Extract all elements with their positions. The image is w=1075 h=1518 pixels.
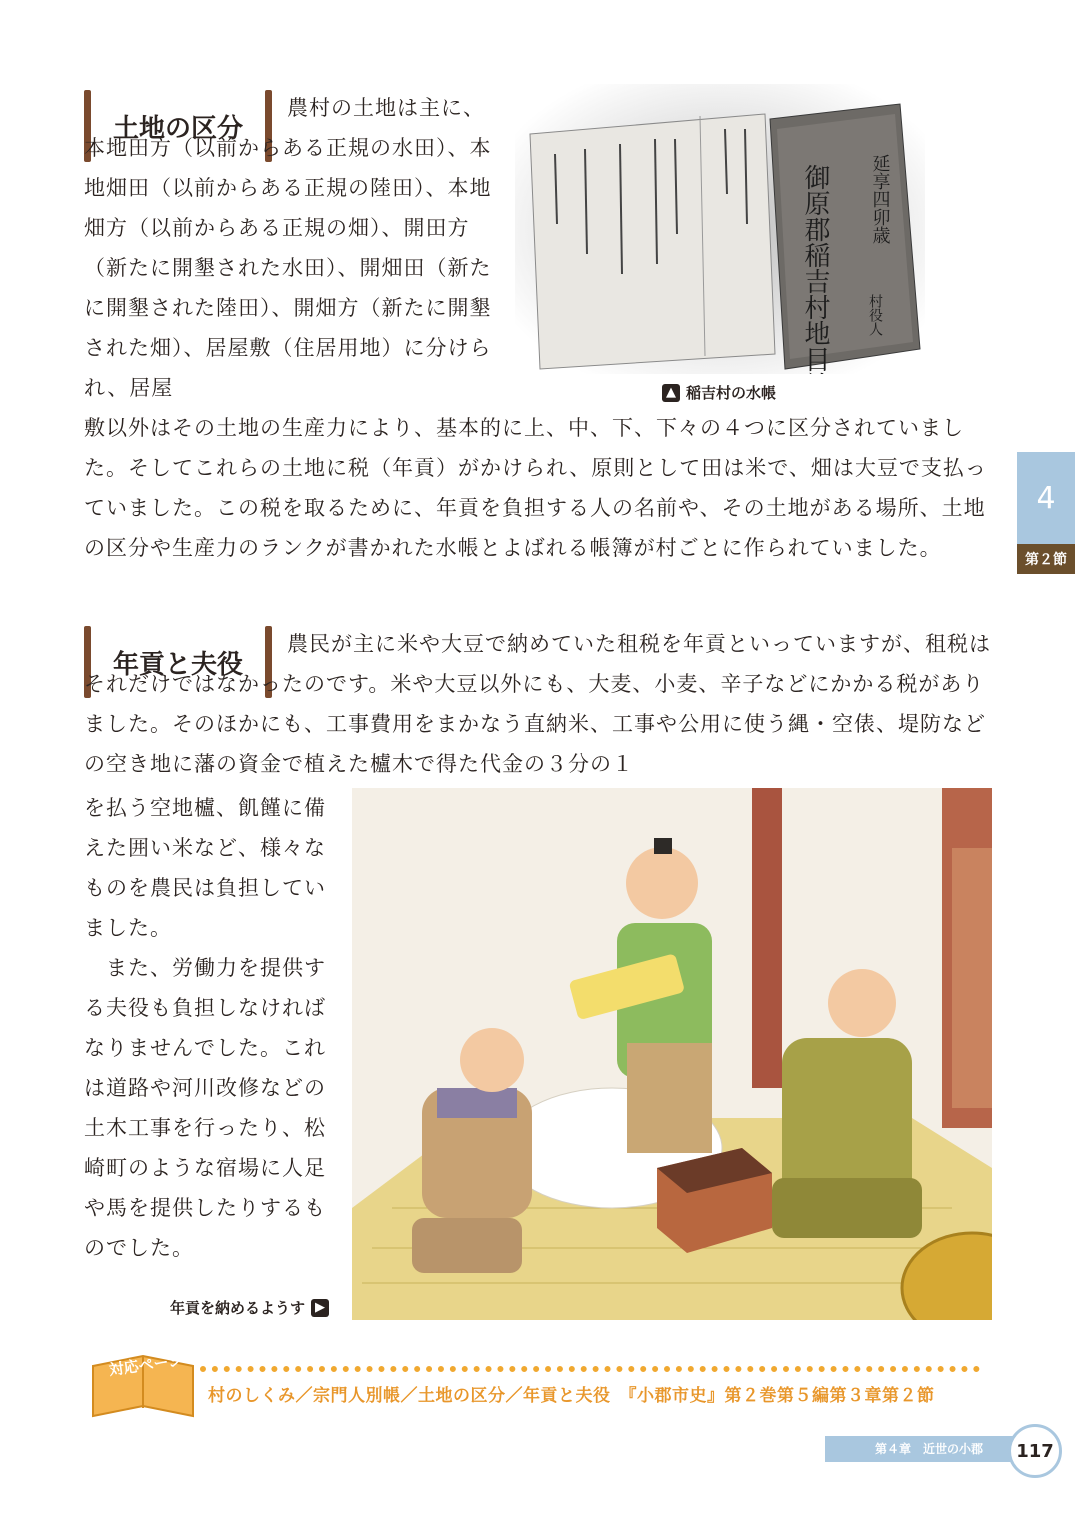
photo-caption-text: 稲吉村の水帳 bbox=[686, 384, 777, 402]
register-signature: 村役人 bbox=[867, 294, 883, 336]
footer-chapter-label: 第４章 近世の小郡 bbox=[875, 1442, 984, 1456]
illustration-art bbox=[352, 788, 992, 1320]
related-pages-badge bbox=[88, 1346, 198, 1424]
section2-text-left-1: を払う空地櫨、飢饉に備えた囲い米など、様々なものを農民は負担していました。 bbox=[84, 796, 326, 940]
mizucho-photo-art bbox=[515, 84, 925, 374]
heading-label: 年貢と夫役 bbox=[113, 649, 244, 680]
arrow-up-icon: ▲ bbox=[662, 384, 680, 402]
tax-payment-illustration bbox=[352, 788, 992, 1320]
section1-paragraph-rest bbox=[84, 408, 994, 568]
heading-label: 土地の区分 bbox=[113, 113, 244, 144]
section1-text-rest: 敷以外はその土地の生産力により、基本的に上、中、下、下々の４つに区分されていました。そしてこれらの土地に税（年貢）がかけられ、原則として田は米で、畑は大豆で支払っていました。この税を取るために、年貢を負担する人の名前や、その土地がある場所、土地の区分や生産力のランクが書かれた水帳とよばれる帳簿が村ごとに作られていました。 bbox=[84, 416, 987, 560]
section2-text-left-2: また、労働力を提供する夫役も負担しなければなりませんでした。これは道路や河川改修などの土木工事を行ったり、松崎町のような宿場に人足や馬を提供したりするものでした。 bbox=[84, 956, 326, 1260]
arrow-right-icon: ▶ bbox=[311, 1299, 329, 1317]
spine-title: 御原郡稲吉村地目畝高水帳 bbox=[800, 164, 830, 374]
section2-paragraph-top bbox=[84, 624, 994, 784]
illustration-caption-text: 年貢を納めるようす bbox=[170, 1299, 306, 1317]
section-tab: 第２節 bbox=[1017, 544, 1075, 574]
chapter-tab: 4 bbox=[1017, 452, 1075, 544]
mizucho-photo bbox=[515, 84, 925, 374]
section2-text-top: 農民が主に米や大豆で納めていた租税を年貢といっていますが、租税はそれだけではなかったのです。米や大豆以外にも、大麦、小麦、辛子などにかかる税がありました。そのほかにも、工事費用をまかなう直納米、工事や公用に使う縄・空俵、堤防などの空き地に藩の資金で植えた櫨木で得た代金の３分の１ bbox=[84, 632, 991, 776]
illustration-caption bbox=[170, 1297, 329, 1318]
photo-caption bbox=[662, 382, 776, 403]
related-badge-label: 対応ページ bbox=[107, 1350, 185, 1380]
section1-paragraph-top bbox=[84, 88, 504, 408]
section1-text-top: 農村の土地は主に、本地田方（以前からある正規の水田）、本地畑田（以前からある正規の陸田）、本地畑方（以前からある正規の畑）、開田方（新たに開墾された水田）、開畑田（新たに開墾された陸田）、開畑方（新たに開墾された畑）、居屋敷（住居用地）に分けられ、居屋 bbox=[84, 96, 492, 400]
section2-paragraph-left bbox=[84, 788, 340, 1268]
page-number: 117 bbox=[1008, 1424, 1062, 1478]
dotted-divider bbox=[200, 1366, 980, 1372]
related-pages-text: 村のしくみ／宗門人別帳／土地の区分／年貢と夫役 『小郡市史』第２巻第５編第３章第２節 bbox=[208, 1386, 935, 1406]
register-date: 延享四卯歳 bbox=[869, 154, 891, 244]
